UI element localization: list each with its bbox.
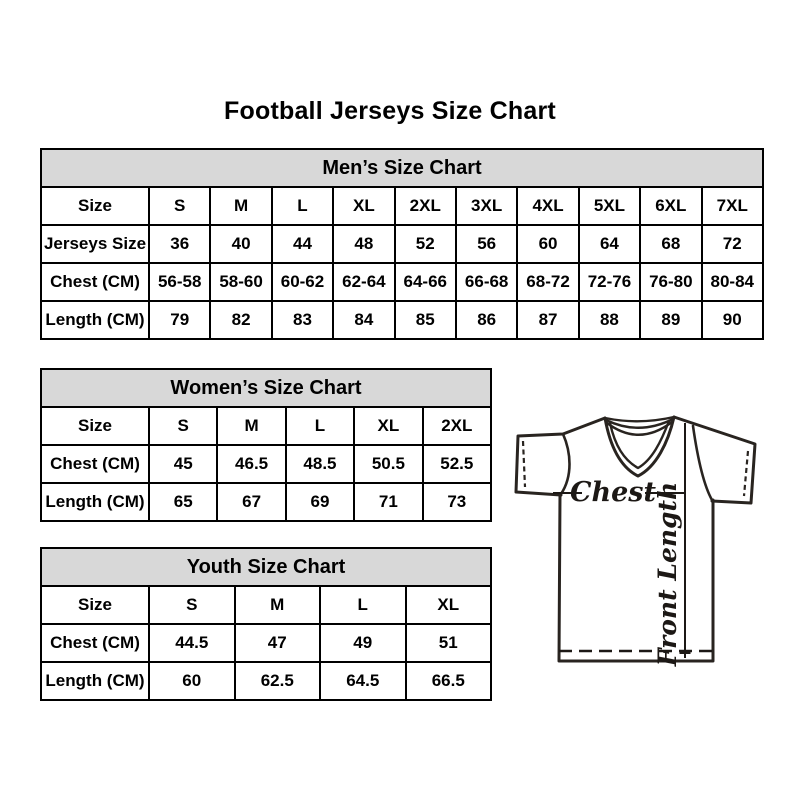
table-title-row [41, 548, 491, 586]
value-cell: 72-76 [579, 263, 640, 301]
chest-label: Chest [570, 477, 656, 508]
value-cell: S [149, 407, 217, 445]
row-label-cell: Jerseys Size [41, 225, 149, 263]
value-cell: 52 [395, 225, 456, 263]
row-label-cell: Size [41, 187, 149, 225]
value-cell: 6XL [640, 187, 701, 225]
value-cell: 76-80 [640, 263, 701, 301]
row-label-cell: Chest (CM) [41, 624, 149, 662]
value-cell: 71 [354, 483, 422, 521]
table-row [41, 263, 763, 301]
value-cell: 85 [395, 301, 456, 339]
value-cell: 45 [149, 445, 217, 483]
value-cell: 4XL [517, 187, 578, 225]
womens-size-table [40, 368, 492, 522]
value-cell: 79 [149, 301, 210, 339]
row-label-cell: Size [41, 407, 149, 445]
table-row [41, 225, 763, 263]
value-cell: 89 [640, 301, 701, 339]
value-cell: L [286, 407, 354, 445]
table-row [41, 445, 491, 483]
value-cell: XL [354, 407, 422, 445]
table-row [41, 662, 491, 700]
value-cell: 64-66 [395, 263, 456, 301]
value-cell: 62.5 [235, 662, 321, 700]
table-row [41, 187, 763, 225]
value-cell: 73 [423, 483, 491, 521]
value-cell: 52.5 [423, 445, 491, 483]
value-cell: 44.5 [149, 624, 235, 662]
value-cell: 65 [149, 483, 217, 521]
value-cell: 82 [210, 301, 271, 339]
row-label-cell: Chest (CM) [41, 445, 149, 483]
value-cell: 60 [517, 225, 578, 263]
front-length-label: Front Length [653, 481, 682, 667]
table-body [41, 149, 763, 339]
mens-table-title: Men’s Size Chart [41, 149, 763, 187]
value-cell: M [217, 407, 285, 445]
value-cell: 86 [456, 301, 517, 339]
measurement-lines [553, 423, 713, 658]
value-cell: XL [406, 586, 492, 624]
page-title: Football Jerseys Size Chart [224, 97, 556, 125]
value-cell: 68 [640, 225, 701, 263]
value-cell: 66-68 [456, 263, 517, 301]
value-cell: 49 [320, 624, 406, 662]
table-row [41, 407, 491, 445]
value-cell: 80-84 [702, 263, 763, 301]
value-cell: L [272, 187, 333, 225]
table-title-row [41, 369, 491, 407]
value-cell: L [320, 586, 406, 624]
value-cell: 58-60 [210, 263, 271, 301]
jersey-outline [516, 417, 755, 661]
table-row [41, 624, 491, 662]
value-cell: 90 [702, 301, 763, 339]
table-title-row [41, 149, 763, 187]
value-cell: 60-62 [272, 263, 333, 301]
value-cell: 66.5 [406, 662, 492, 700]
value-cell: 3XL [456, 187, 517, 225]
value-cell: M [235, 586, 321, 624]
value-cell: 2XL [423, 407, 491, 445]
table-body [41, 369, 491, 521]
value-cell: 64 [579, 225, 640, 263]
value-cell: 46.5 [217, 445, 285, 483]
value-cell: 60 [149, 662, 235, 700]
table-row [41, 586, 491, 624]
value-cell: 2XL [395, 187, 456, 225]
value-cell: M [210, 187, 271, 225]
youth-table-title: Youth Size Chart [41, 548, 491, 586]
value-cell: XL [333, 187, 394, 225]
value-cell: 87 [517, 301, 578, 339]
row-label-cell: Length (CM) [41, 483, 149, 521]
womens-table-title: Women’s Size Chart [41, 369, 491, 407]
value-cell: 47 [235, 624, 321, 662]
youth-size-table [40, 547, 492, 701]
value-cell: 67 [217, 483, 285, 521]
value-cell: 68-72 [517, 263, 578, 301]
value-cell: 50.5 [354, 445, 422, 483]
row-label-cell: Chest (CM) [41, 263, 149, 301]
value-cell: 44 [272, 225, 333, 263]
table-row [41, 301, 763, 339]
mens-size-table [40, 148, 764, 340]
jersey-measurement-diagram [503, 410, 765, 670]
value-cell: 48 [333, 225, 394, 263]
row-label-cell: Size [41, 586, 149, 624]
value-cell: 69 [286, 483, 354, 521]
value-cell: 84 [333, 301, 394, 339]
value-cell: 62-64 [333, 263, 394, 301]
table-row [41, 483, 491, 521]
value-cell: 72 [702, 225, 763, 263]
value-cell: 48.5 [286, 445, 354, 483]
value-cell: 5XL [579, 187, 640, 225]
value-cell: 51 [406, 624, 492, 662]
value-cell: S [149, 586, 235, 624]
table-body [41, 548, 491, 700]
value-cell: 56-58 [149, 263, 210, 301]
value-cell: 40 [210, 225, 271, 263]
row-label-cell: Length (CM) [41, 662, 149, 700]
value-cell: 83 [272, 301, 333, 339]
value-cell: 64.5 [320, 662, 406, 700]
value-cell: 56 [456, 225, 517, 263]
value-cell: S [149, 187, 210, 225]
value-cell: 36 [149, 225, 210, 263]
value-cell: 88 [579, 301, 640, 339]
row-label-cell: Length (CM) [41, 301, 149, 339]
value-cell: 7XL [702, 187, 763, 225]
